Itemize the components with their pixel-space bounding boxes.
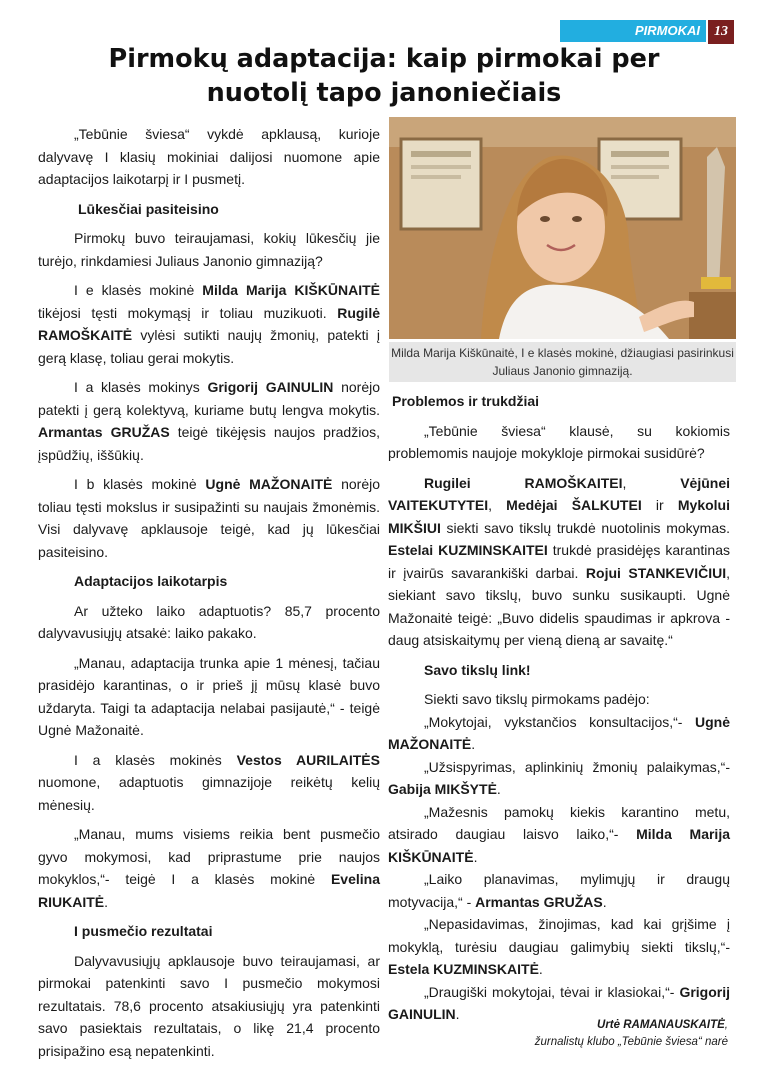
right-column	[388, 388, 730, 1026]
article-title-line-2: nuotolį tapo janoniečiais	[206, 78, 562, 108]
paragraph-ugne-quote: „Manau, adaptacija trunka apie 1 mėnesį, tačiau prasidėjo karantinas, o ir prieš jį mūsų klasė buvo uždaryta. Taigi ta adaptacija nelabai pasijautė,“ - teigė Ugnė Mažonaitė.	[38, 654, 380, 738]
page-number: 13	[708, 20, 734, 44]
paragraph-goals-intro: Siekti savo tikslų pirmokams padėjo:	[424, 691, 650, 707]
quote-ugne: „Mokytojai, vykstančios konsultacijos,“- Ugnė MAŽONAITĖ.	[388, 713, 730, 752]
quote-gabija: „Užsispyrimas, aplinkinių žmonių palaikymas,“- Gabija MIKŠYTĖ.	[388, 758, 730, 797]
paragraph-results: Dalyvavusiųjų apklausoje buvo teiraujamasi, ar pirmokai patenkinti savo I pusmečio mokymosi rezultatais. 78,6 procento atsakiusiųjų yra patenkinti savo pasiektais rezultatais, o likę 21,4 procento prisipažino esą nepatenkinti.	[38, 952, 380, 1059]
quote-armantas: „Laiko planavimas, mylimųjų ir draugų motyvacija,“ - Armantas GRUŽAS.	[388, 871, 730, 910]
paragraph-problems: Rugilei RAMOŠKAITEI, Vėjūnei VAITEKUTYTEI, Medėjai ŠALKUTEI ir Mykolui MIKŠIUI siekti savo tikslų trukdė nuotolinis mokymas. Estelai KUZMINSKAITEI trukdė prasidėjęs karantinas ir įvairūs savarankiški darbai. Rojui STANKEVIČIUI, siekiant savo tikslų, buvo sunku susikaupti. Ugnė Mažonaitė teigė: „Buvo didelis spaudimas ir apkrova - daug atsiskaitymų per vieną dieną ar savaitę.“	[388, 474, 731, 648]
paragraph-ugne: I b klasės mokinė Ugnė MAŽONAITĖ norėjo toliau tęsti mokslus ir susipažinti su naujais žmonėmis. Visi dalyvavę apklausoje teigė, kad jų lūkesčiai pasiteisino.	[38, 476, 381, 560]
paragraph-question: Pirmokų buvo teiraujamasi, kokių lūkesčių jie turėjo, rinkdamiesi Juliaus Janonio gimnaziją?	[38, 230, 380, 269]
photo-illustration	[389, 117, 736, 339]
author-name-line: Urtė RAMANAUSKAITĖ,	[597, 1019, 728, 1031]
author-byline	[535, 1017, 728, 1051]
student-photo	[389, 117, 736, 339]
photo-caption: Milda Marija Kiškūnaitė, I e klasės mokinė, džiaugiasi pasirinkusi Juliaus Janonio gimnaziją.	[389, 342, 736, 382]
article-title-line-1: Pirmokų adaptacija: kaip pirmokai per	[108, 44, 660, 74]
subheading-results: I pusmečio rezultatai	[74, 923, 213, 939]
paragraph-problems-question: „Tebūnie šviesa“ klausė, su kokiomis problemomis naujoje mokykloje pirmokai susidūrė?	[388, 422, 730, 461]
quote-grigorij: „Draugiški mokytojai, tėvai ir klasiokai,“- Grigorij GAINULIN.	[388, 983, 730, 1022]
article-title	[60, 42, 708, 110]
paragraph-evelina: „Manau, mums visiems reikia bent pusmečio gyvo mokymosi, kad priprastume prie naujos mokyklos,“- teigė I a klasės mokinė Evelina RIUKAITĖ.	[38, 826, 380, 910]
subheading-goals: Savo tikslų link!	[424, 661, 531, 678]
quote-estela: „Nepasidavimas, žinojimas, kad kai grįšime į mokyklą, turėsiu daugiau galimybių siekti tikslų,“- Estela KUZMINSKAITĖ.	[388, 916, 730, 977]
section-label: PIRMOKAI	[635, 23, 700, 38]
quote-milda: „Mažesnis pamokų kiekis karantino metu, atsirado daugiau laisvo laiko,“- Milda Marija KIŠKŪNAITĖ.	[388, 803, 730, 865]
author-role: žurnalistų klubo „Tebūnie šviesa“ narė	[534, 1036, 728, 1048]
paragraph-time: Ar užteko laiko adaptuotis? 85,7 procento dalyvavusiųjų atsakė: laiko pakako.	[38, 602, 380, 641]
left-column	[38, 123, 380, 1069]
paragraph-grigorij-armantas: I a klasės mokinys Grigorij GAINULIN norėjo patekti į gerą kolektyvą, kuriame butų lengva mokytis. Armantas GRUŽAS teigė tikėjęsis naujos pradžios, įspūdžių, iššūkių.	[38, 379, 380, 463]
paragraph-vesta: I a klasės mokinės Vestos AURILAITĖS nuomone, adaptuotis gimnazijoje reikėtų kelių mėnesių.	[38, 751, 380, 813]
subheading-adaptation: Adaptacijos laikotarpis	[74, 573, 228, 589]
author-name: Urtė RAMANAUSKAITĖ	[597, 1019, 725, 1031]
subheading-problems: Problemos ir trukdžiai	[392, 393, 540, 409]
subheading-expectations: Lūkesčiai pasiteisino	[78, 200, 219, 217]
paragraph-milda-rugile: I e klasės mokinė Milda Marija KIŠKŪNAITĖ tikėjosi tęsti mokymąsį ir toliau muzikuoti. Rugilė RAMOŠKAITĖ vylėsi sutikti naujų žmonių, patekti į gerą klasę, toliau gerai mokytis.	[38, 282, 380, 366]
intro-paragraph: „Tebūnie šviesa“ vykdė apklausą, kurioje dalyvavę I klasių mokiniai dalijosi nuomone apie adaptacijos laikotarpį ir I pusmetį.	[38, 126, 380, 187]
